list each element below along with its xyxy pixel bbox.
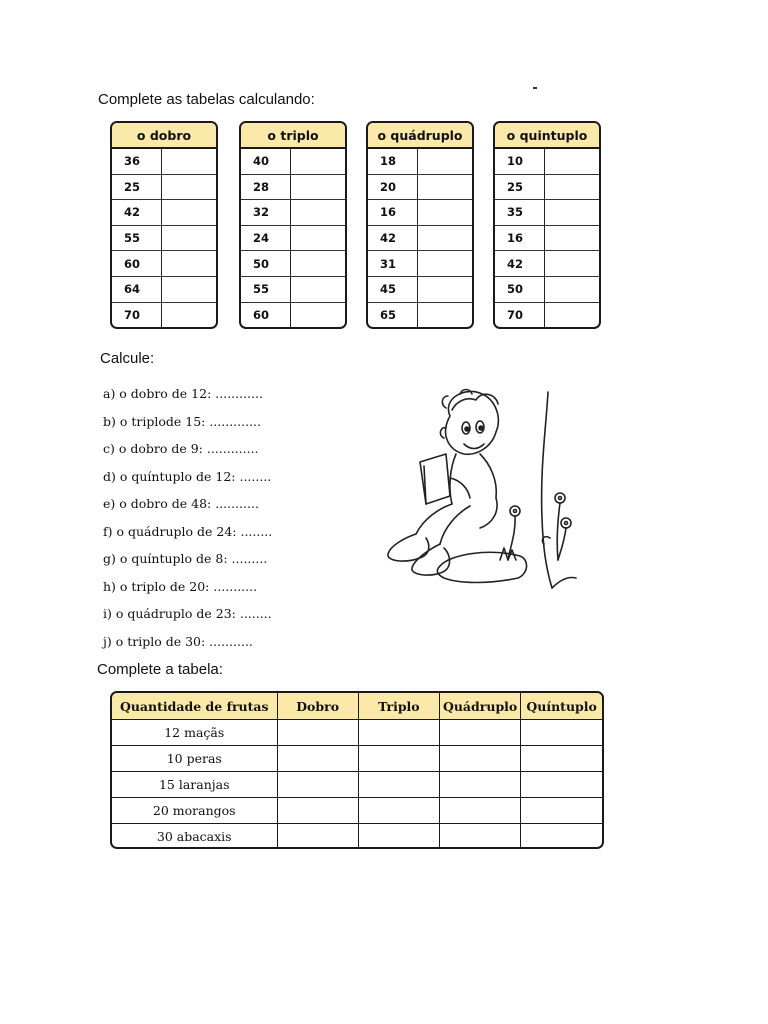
table-row [241, 277, 345, 303]
table-row [368, 251, 472, 277]
calc-item-a: a) o dobro de 12: ............ [103, 386, 263, 401]
answer-cell[interactable] [162, 251, 216, 276]
answer-cell[interactable] [545, 149, 599, 174]
table-row [368, 200, 472, 226]
table-quintuplo [493, 121, 601, 329]
given-number: 50 [241, 251, 291, 276]
table-row [112, 251, 216, 277]
table-dobro [110, 121, 218, 329]
table-row [241, 175, 345, 201]
given-number: 32 [241, 200, 291, 225]
answer-cell[interactable] [545, 303, 599, 329]
table-row [112, 798, 602, 824]
given-number: 55 [112, 226, 162, 251]
column-header: Dobro [277, 693, 358, 720]
answer-cell[interactable] [291, 149, 345, 174]
answer-cell[interactable] [162, 200, 216, 225]
table-title: o triplo [241, 123, 345, 149]
answer-cell[interactable] [440, 720, 521, 746]
answer-cell[interactable] [521, 720, 602, 746]
answer-cell[interactable] [358, 772, 439, 798]
answer-cell[interactable] [521, 746, 602, 772]
given-number: 40 [241, 149, 291, 174]
answer-cell[interactable] [162, 226, 216, 251]
given-number: 36 [112, 149, 162, 174]
fruit-table [110, 691, 604, 849]
table-row [368, 175, 472, 201]
calc-item-i: i) o quádruplo de 23: ........ [103, 606, 272, 621]
table-row [368, 226, 472, 252]
table-row [495, 303, 599, 329]
answer-cell[interactable] [545, 277, 599, 302]
answer-cell[interactable] [440, 824, 521, 850]
fruit-label: 20 morangos [112, 798, 277, 824]
answer-cell[interactable] [277, 720, 358, 746]
table-row [495, 149, 599, 175]
given-number: 50 [495, 277, 545, 302]
given-number: 70 [495, 303, 545, 329]
table-row [112, 175, 216, 201]
answer-cell[interactable] [358, 824, 439, 850]
answer-cell[interactable] [418, 251, 472, 276]
table-row [112, 746, 602, 772]
answer-cell[interactable] [291, 303, 345, 329]
table-title: o quádruplo [368, 123, 472, 149]
given-number: 70 [112, 303, 162, 329]
given-number: 60 [112, 251, 162, 276]
table-row [241, 200, 345, 226]
given-number: 64 [112, 277, 162, 302]
table-row [241, 149, 345, 175]
answer-cell[interactable] [291, 175, 345, 200]
table-row [112, 149, 216, 175]
given-number: 42 [368, 226, 418, 251]
given-number: 42 [495, 251, 545, 276]
given-number: 60 [241, 303, 291, 329]
column-header: Triplo [358, 693, 439, 720]
answer-cell[interactable] [440, 798, 521, 824]
answer-cell[interactable] [545, 200, 599, 225]
answer-cell[interactable] [277, 772, 358, 798]
answer-cell[interactable] [418, 175, 472, 200]
answer-cell[interactable] [162, 175, 216, 200]
column-header: Quádruplo [440, 693, 521, 720]
answer-cell[interactable] [440, 772, 521, 798]
table-title: o quintuplo [495, 123, 599, 149]
fruit-label: 10 peras [112, 746, 277, 772]
given-number: 45 [368, 277, 418, 302]
answer-cell[interactable] [162, 149, 216, 174]
answer-cell[interactable] [440, 746, 521, 772]
answer-cell[interactable] [277, 798, 358, 824]
answer-cell[interactable] [521, 824, 602, 850]
calc-item-h: h) o triplo de 20: ........... [103, 578, 258, 594]
calc-item-c: c) o dobro de 9: ............. [103, 441, 259, 456]
answer-cell[interactable] [418, 200, 472, 225]
table-row [112, 303, 216, 329]
given-number: 16 [495, 226, 545, 251]
given-number: 25 [112, 175, 162, 200]
column-header: Quíntuplo [521, 693, 602, 720]
given-number: 18 [368, 149, 418, 174]
given-number: 16 [368, 200, 418, 225]
answer-cell[interactable] [521, 798, 602, 824]
answer-cell[interactable] [545, 226, 599, 251]
table-row [112, 277, 216, 303]
answer-cell[interactable] [162, 303, 216, 329]
given-number: 24 [241, 226, 291, 251]
answer-cell[interactable] [521, 772, 602, 798]
table-row [495, 251, 599, 277]
heading-complete-tables: Complete as tabelas calculando: [98, 91, 315, 108]
given-number: 20 [368, 175, 418, 200]
given-number: 35 [495, 200, 545, 225]
table-row [112, 200, 216, 226]
ink-speck [533, 87, 537, 89]
table-triplo [239, 121, 347, 329]
given-number: 28 [241, 175, 291, 200]
fruit-label: 12 maçãs [112, 720, 277, 746]
answer-cell[interactable] [291, 251, 345, 276]
heading-calcule: Calcule: [100, 350, 155, 367]
answer-cell[interactable] [291, 277, 345, 302]
child-reading-under-tree-icon [380, 388, 580, 603]
answer-cell[interactable] [277, 746, 358, 772]
calc-item-g: g) o quíntuplo de 8: ......... [103, 551, 268, 566]
table-title: o dobro [112, 123, 216, 149]
table-row [368, 149, 472, 175]
answer-cell[interactable] [545, 251, 599, 276]
answer-cell[interactable] [418, 277, 472, 302]
fruit-label: 15 laranjas [112, 772, 277, 798]
answer-cell[interactable] [291, 226, 345, 251]
given-number: 25 [495, 175, 545, 200]
table-row [495, 200, 599, 226]
calc-item-j: j) o triplo de 30: ........... [103, 633, 253, 649]
given-number: 55 [241, 277, 291, 302]
given-number: 10 [495, 149, 545, 174]
table-row [112, 720, 602, 746]
table-row [495, 226, 599, 252]
answer-cell[interactable] [358, 746, 439, 772]
calc-list [103, 380, 272, 655]
column-header: Quantidade de frutas [112, 693, 277, 720]
table-row [368, 303, 472, 329]
given-number: 65 [368, 303, 418, 329]
answer-cell[interactable] [418, 226, 472, 251]
given-number: 31 [368, 251, 418, 276]
calc-item-d: d) o quíntuplo de 12: ........ [103, 468, 272, 484]
heading-complete-table: Complete a tabela: [97, 661, 223, 678]
table-row [112, 772, 602, 798]
table-row [112, 226, 216, 252]
answer-cell[interactable] [418, 149, 472, 174]
calc-item-f: f) o quádruplo de 24: ........ [103, 523, 273, 539]
table-row [112, 824, 602, 850]
given-number: 42 [112, 200, 162, 225]
table-row [241, 251, 345, 277]
answer-cell[interactable] [291, 200, 345, 225]
answer-cell[interactable] [358, 720, 439, 746]
table-header-row [112, 693, 602, 720]
table-quadruplo [366, 121, 474, 329]
calc-item-e: e) o dobro de 48: ........... [103, 496, 259, 511]
calc-item-b: b) o triplode 15: ............. [103, 413, 261, 429]
table-row [495, 175, 599, 201]
table-row [241, 226, 345, 252]
answer-cell[interactable] [162, 277, 216, 302]
answer-cell[interactable] [545, 175, 599, 200]
answer-cell[interactable] [418, 303, 472, 329]
table-row [368, 277, 472, 303]
answer-cell[interactable] [358, 798, 439, 824]
table-row [495, 277, 599, 303]
answer-cell[interactable] [277, 824, 358, 850]
table-row [241, 303, 345, 329]
fruit-label: 30 abacaxis [112, 824, 277, 850]
